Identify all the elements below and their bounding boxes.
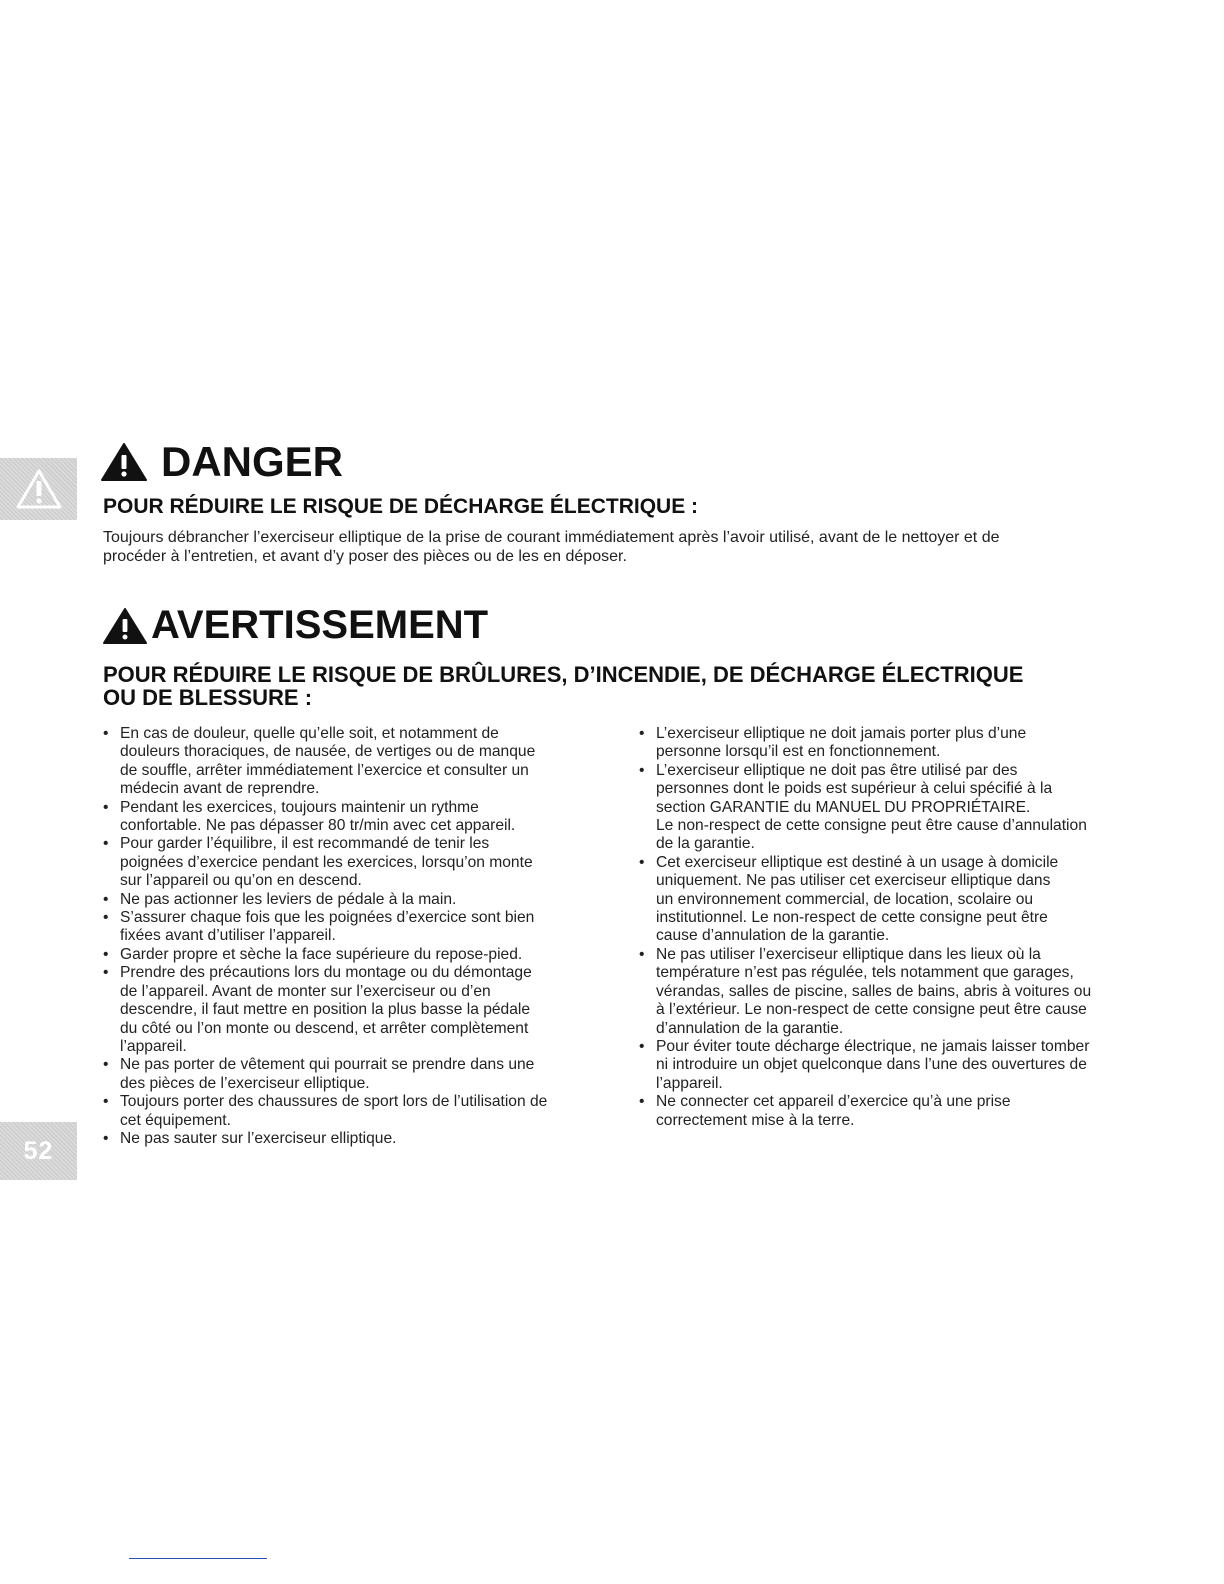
warning-side-tab bbox=[0, 458, 77, 520]
warning-subheading bbox=[103, 663, 1163, 709]
warning-list-item bbox=[639, 762, 1159, 854]
warning-list-left bbox=[103, 725, 623, 1148]
warning-list-item-line: personnes dont le poids est supérieur à celui spécifié à la bbox=[656, 780, 1053, 798]
warning-title: AVERTISSEMENT bbox=[151, 603, 489, 647]
warning-list-item-line: du côté ou l’on monte ou descend, et arrêter complètement bbox=[120, 1019, 529, 1037]
warning-list-item bbox=[103, 835, 623, 890]
warning-list-item-line: L’exerciseur elliptique ne doit jamais porter plus d’une bbox=[656, 725, 1027, 742]
warning-list-item bbox=[103, 909, 623, 946]
danger-heading bbox=[101, 438, 343, 486]
warning-list-item-line: Pendant les exercices, toujours maintenir un rythme bbox=[120, 798, 479, 816]
warning-list-item-line: des pièces de l’exerciseur elliptique. bbox=[120, 1074, 370, 1092]
warning-list-item-line: uniquement. Ne pas utiliser cet exerciseur elliptique dans bbox=[656, 872, 1051, 890]
warning-list-item-line: l’appareil. bbox=[120, 1037, 187, 1055]
warning-heading bbox=[103, 603, 488, 648]
danger-subheading: POUR RÉDUIRE LE RISQUE DE DÉCHARGE ÉLECTRIQUE : bbox=[103, 495, 699, 518]
danger-body bbox=[103, 529, 1113, 566]
warning-list-item bbox=[103, 891, 623, 909]
warning-subheading-line: OU DE BLESSURE : bbox=[103, 685, 313, 710]
warning-list-item bbox=[639, 854, 1159, 946]
danger-title: DANGER bbox=[161, 438, 344, 485]
warning-list-item-line: confortable. Ne pas dépasser 80 tr/min avec cet appareil. bbox=[120, 817, 516, 835]
warning-list-item-line: Le non-respect de cette consigne peut être cause d’annulation bbox=[656, 817, 1087, 835]
footer-rule bbox=[129, 1558, 267, 1559]
warning-list-item-line: descendre, il faut mettre en position la plus basse la pédale bbox=[120, 1001, 531, 1019]
warning-list-item bbox=[103, 1130, 623, 1148]
warning-subheading-line: POUR RÉDUIRE LE RISQUE DE BRÛLURES, D’INCENDIE, DE DÉCHARGE ÉLECTRIQUE bbox=[103, 662, 1024, 687]
warning-list-item bbox=[639, 1093, 1159, 1130]
warning-list-item-line: douleurs thoraciques, de nausée, de vertiges ou de manque bbox=[120, 743, 536, 761]
warning-list-right bbox=[639, 725, 1159, 1130]
warning-list-item-line: un environnement commercial, de location, scolaire ou bbox=[656, 890, 1034, 908]
warning-list-item-line: température n’est pas régulée, tels notamment que garages, bbox=[656, 964, 1074, 982]
warning-list-item-line: Pour garder l’équilibre, il est recommandé de tenir les bbox=[120, 835, 490, 853]
warning-list-item-line: En cas de douleur, quelle qu’elle soit, et notamment de bbox=[120, 725, 499, 742]
warning-list-item-line: médecin avant de reprendre. bbox=[120, 780, 320, 798]
warning-list-item-line: ni introduire un objet quelconque dans l’une des ouvertures de bbox=[656, 1056, 1087, 1074]
warning-list-item bbox=[103, 1056, 623, 1093]
warning-list-item bbox=[639, 946, 1159, 1038]
warning-list-item-line: Ne pas utiliser l’exerciseur elliptique dans les lieux où la bbox=[656, 945, 1041, 963]
warning-list-item-line: sur l’appareil ou qu’on en descend. bbox=[120, 872, 362, 890]
warning-triangle-icon bbox=[103, 607, 147, 645]
warning-list-item bbox=[639, 725, 1159, 762]
exclamation-triangle-icon bbox=[16, 468, 62, 510]
warning-list-item bbox=[103, 1093, 623, 1130]
warning-list-item-line: Ne pas actionner les leviers de pédale à la main. bbox=[120, 890, 457, 908]
warning-list-item bbox=[639, 1038, 1159, 1093]
danger-body-line: procéder à l’entretien, et avant d’y poser des pièces ou de les en déposer. bbox=[103, 547, 627, 565]
warning-list-item-line: personne lorsqu’il est en fonctionnement. bbox=[656, 743, 941, 761]
warning-list-item-line: l’appareil. bbox=[656, 1074, 723, 1092]
warning-list-item-line: Toujours porter des chaussures de sport lors de l’utilisation de bbox=[120, 1093, 548, 1111]
warning-list-item-line: Pour éviter toute décharge électrique, ne jamais laisser tomber bbox=[656, 1037, 1090, 1055]
page-number: 52 bbox=[23, 1136, 54, 1165]
warning-list-item-line: Prendre des précautions lors du montage ou du démontage bbox=[120, 964, 532, 982]
warning-list-item bbox=[103, 964, 623, 1056]
warning-list-item-line: vérandas, salles de piscine, salles de bains, abris à voitures ou bbox=[656, 982, 1092, 1000]
warning-list-item-line: Ne connecter cet appareil d’exercice qu’à une prise bbox=[656, 1093, 1011, 1111]
warning-list-item-line: correctement mise à la terre. bbox=[656, 1111, 855, 1129]
warning-list-item-line: Cet exerciseur elliptique est destiné à un usage à domicile bbox=[656, 853, 1059, 871]
warning-list-item-line: à l’extérieur. Le non-respect de cette consigne peut être cause bbox=[656, 1001, 1087, 1019]
warning-list-item-line: cet équipement. bbox=[120, 1111, 231, 1129]
warning-list-item-line: d’annulation de la garantie. bbox=[656, 1019, 844, 1037]
warning-list-item bbox=[103, 946, 623, 964]
danger-body-line: Toujours débrancher l’exerciseur elliptique de la prise de courant immédiatement après l’avoir utilisé, avant de le nettoyer et de bbox=[103, 529, 1000, 546]
warning-list-item-line: section GARANTIE du MANUEL DU PROPRIÉTAIRE. bbox=[656, 798, 1031, 816]
warning-list-item-line: Ne pas sauter sur l’exerciseur elliptique. bbox=[120, 1129, 397, 1147]
warning-list-item-line: S’assurer chaque fois que les poignées d’exercice sont bien bbox=[120, 909, 535, 927]
warning-list-item-line: de l’appareil. Avant de monter sur l’exerciseur ou d’en bbox=[120, 982, 491, 1000]
warning-list-item-line: poignées d’exercice pendant les exercices, lorsqu’on monte bbox=[120, 853, 533, 871]
warning-list-item-line: fixées avant d’utiliser l’appareil. bbox=[120, 927, 336, 945]
warning-list-item-line: L’exerciseur elliptique ne doit pas être utilisé par des bbox=[656, 761, 1018, 779]
page-number-tab bbox=[0, 1122, 77, 1180]
warning-list-item-line: de la garantie. bbox=[656, 835, 755, 853]
warning-list-item-line: Ne pas porter de vêtement qui pourrait se prendre dans une bbox=[120, 1056, 535, 1074]
warning-list-item bbox=[103, 799, 623, 836]
warning-list-item-line: institutionnel. Le non-respect de cette consigne peut être bbox=[656, 909, 1048, 927]
warning-list-item bbox=[103, 725, 623, 799]
warning-list-item-line: Garder propre et sèche la face supérieure du repose-pied. bbox=[120, 945, 523, 963]
warning-triangle-icon bbox=[101, 442, 147, 482]
warning-list-item-line: cause d’annulation de la garantie. bbox=[656, 927, 890, 945]
warning-list-item-line: de souffle, arrêter immédiatement l’exercice et consulter un bbox=[120, 761, 529, 779]
